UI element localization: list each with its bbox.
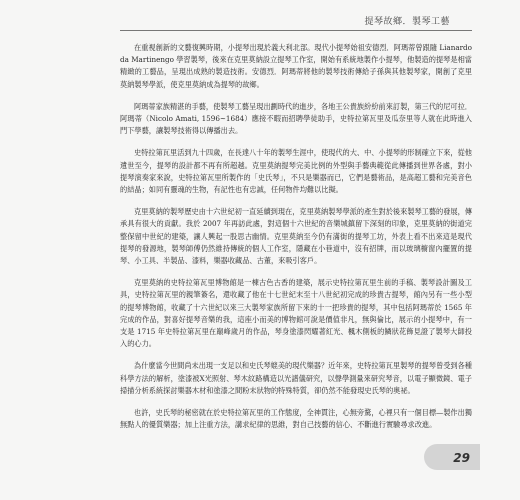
paragraph: 在重視創新的文藝復興時期，小提琴出現於義大利北部。現代小提琴始祖安德烈．阿瑪蒂曾跟隨 Lianardo da Martinengo 學習製琴，後來在克里莫納設立提琴工作室，開始有系統地製作小提琴，他製造的提琴是相當精緻的工藝品，呈現出成熟的製造技術。安德烈．阿瑪蒂將他的製琴技術傳給子孫與其他製琴家，開創了克里莫納製琴學派，使克里莫納成為提琴的故鄉。	[120, 43, 472, 89]
paragraph: 克里莫納的製琴歷史由十六世紀初一直延續到現在，克里莫納製琴學派的產生對於後來製琴工藝的發展，傳承具有很大的貢獻。我於 2007 年再訪此處，對這個十六世紀的音樂城鎮留下深刻的印象，克里莫納的街道完整保留中世紀的建築，讓人興起一股思古幽情。克里莫納至今仍有滿街的提琴工坊，外表上看不出來這是現代提琴的發源地，製琴師傅仍然維持傳統的個人工作室，隱藏在小巷道中，沒有招牌，而以玻璃櫥窗內擺置的提琴、小工具、半製品、漆料，樂器收藏品、古董，來吸引客戶。	[120, 207, 472, 266]
body-text	[120, 42, 472, 441]
paragraph: 阿瑪蒂家族精湛的手藝，使製琴工藝呈現出劃時代的進步，各地王公貴族紛紛前來訂製，第三代的尼可拉．阿瑪蒂（Nicolo Amati, 1596~1684）應接不暇而招聘學徒助手，史特拉第瓦里及瓜奈里等人就在此時進入門下學藝，讓製琴技術得以傳播出去。	[120, 101, 472, 136]
header-rule	[120, 30, 472, 31]
paragraph: 克里莫納的史特拉第瓦里博物館是一棟古色古香的建築，展示史特拉第瓦里生前的手稿、製琴設計圖及工具，史特拉第瓦里的親筆簽名，還收藏了他在十七世紀末至十八世紀初完成的珍貴古提琴，館內另有一些小型的提琴博物館，收藏了十六世紀以來三大製琴家族所留下來的十一把珍貴的提琴，其中包括阿瑪蒂於 1565 年完成的作品，對喜好提琴音樂的我，這座小而美的博物館可說是價值非凡，無與倫比，展示的小提琴中，有一支是 1715 年史特拉第瓦里在巔峰歲月的作品，琴身塗漆閃耀著紅光、楓木側板的鱗狀花飾見證了製琴大師投入的心力。	[120, 278, 472, 349]
paragraph: 為什麼當今世間尚未出現一支足以和史氏琴媲美的現代樂器？近年來，史特拉第瓦里製琴的提琴曾受到各種科學方法的解析，塗漆被X光照射、琴木紋路構造以光譜儀研究，以聲學測量來研究琴音，以電子顯微鏡、電子掃描分析系統探討樂器木材和塗漆之間粉末狀物的特殊特質，卻仍然不能發現史氏琴的奧祕。	[120, 361, 472, 395]
running-header: 提琴故鄉．製琴工藝	[364, 17, 450, 27]
paragraph: 也許，史氏琴的秘密就在於史特拉第瓦里的工作態度，全神貫注，心無旁騖，心裡只有一個目標—製作出獨無點人的優質樂器；加上注重方法，講求紀律的思維，對自己技藝的信心、不斷進行實驗尋求改進。	[120, 408, 472, 430]
paragraph: 史特拉第瓦里活到九十四歲，在長達八十年的製琴生涯中，使現代的大、中、小提琴的形制確立下來，從他遺世至今，提琴的設計都不再有所超越。克里莫納提琴完美比例的外型與手藝典範從此傳播到世界各處，對小提琴演奏家來說，史特拉第瓦里所製作的「史氏琴」，不只是樂器而已，它們是藝術品，是高超工藝和完美音色的結晶；如同有靈魂的生物，有記性也有忠誠，任何物件均難以比擬。	[120, 148, 472, 195]
page-number-tab	[424, 444, 480, 470]
page-number: 29	[453, 451, 470, 465]
